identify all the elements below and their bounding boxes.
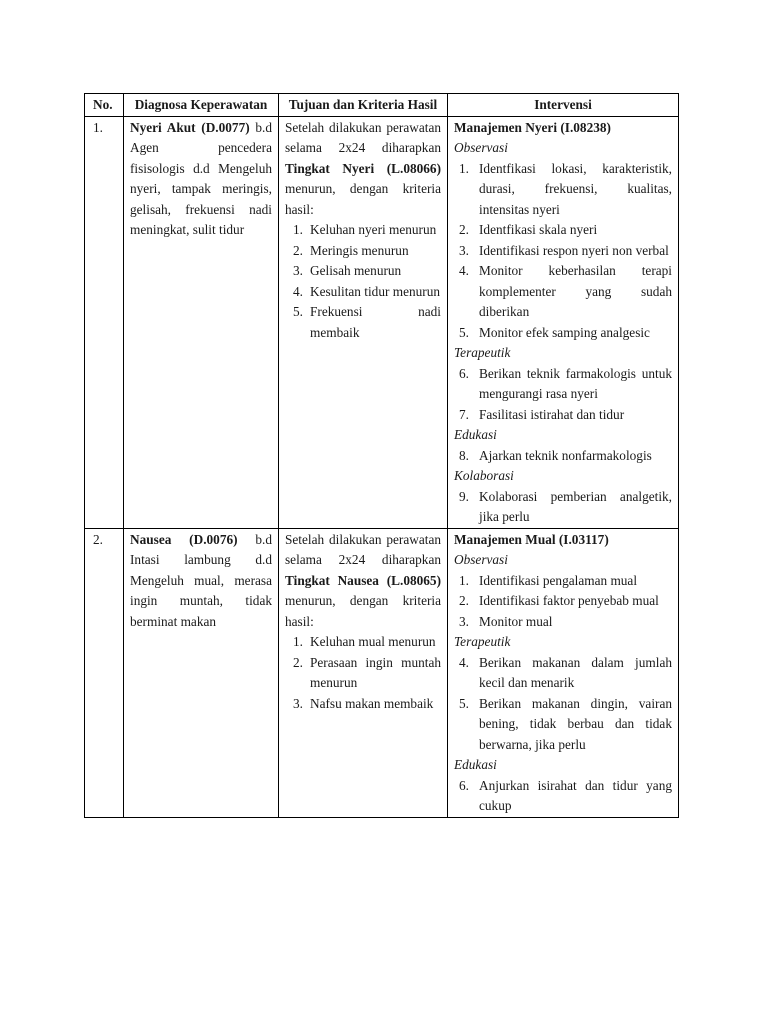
intervention-section-label: Observasi [454, 552, 508, 567]
intervention-item [454, 591, 672, 612]
criteria-text: Nafsu makan membaik [310, 695, 434, 711]
intervention-item [454, 653, 672, 694]
goal-intro: Setelah dilakukan perawatan selama 2x24 diharapkan [285, 119, 441, 155]
intervention-item [454, 612, 672, 633]
nursing-care-table [84, 93, 679, 818]
diagnosis-text: b.d Agen pencedera fisisologis d.d Mengeluh nyeri, tampak meringis, gelisah, frekuensi nadi meningkat, sulit tidur [130, 119, 272, 237]
criteria-text: Frekuensi nadi membaik [310, 304, 441, 340]
criteria-number: 3. [293, 263, 303, 278]
criteria-number: 1. [293, 634, 303, 649]
goal-outcome: Tingkat Nyeri (L.08066) [285, 160, 441, 176]
row-number: 1. [85, 116, 124, 528]
criteria-item [285, 220, 441, 241]
intervention-number: 4. [459, 263, 469, 278]
intervention-text: Identifikasi pengalaman mual [479, 572, 638, 588]
header-row [85, 94, 679, 117]
criteria-list [285, 632, 441, 714]
intervention-title: Manajemen Mual (I.03117) [454, 531, 609, 547]
intervention-text: Identifikasi faktor penyebab mual [479, 593, 659, 608]
criteria-text: Keluhan nyeri menurun [310, 222, 437, 237]
intervention-number: 3. [459, 242, 469, 258]
intervention-number: 5. [459, 324, 469, 340]
intervention-text: Berikan makanan dingin, vairan bening, tidak berbau dan tidak berwarna, jika perlu [479, 695, 672, 752]
goal-statement [285, 530, 441, 633]
criteria-number: 2. [293, 242, 303, 258]
intervention-list [454, 653, 672, 756]
intervention-text: Monitor keberhasilan terapi komplementer yang sudah diberikan [479, 263, 672, 319]
intervention-item [454, 571, 672, 592]
intervention-number: 6. [459, 777, 469, 793]
intervention-item [454, 364, 672, 405]
intervention-section-label: Edukasi [454, 427, 497, 442]
goal-outcome: Tingkat Nausea (L.08065) [285, 572, 441, 588]
intervention-text: Anjurkan isirahat dan tidur yang cukup [479, 777, 672, 813]
intervention-item [454, 323, 672, 344]
criteria-number: 5. [293, 304, 303, 319]
intervention-list [454, 487, 672, 528]
intervention-item [454, 776, 672, 817]
goal-cell [279, 116, 448, 528]
intervention-list [454, 446, 672, 467]
intervention-number: 6. [459, 365, 469, 381]
intervention-text: Ajarkan teknik nonfarmakologis [479, 447, 652, 463]
table-row [85, 528, 679, 817]
intervention-item [454, 220, 672, 241]
intervention-text: Kolaborasi pemberian analgetik, jika perlu [479, 488, 672, 524]
criteria-text: Keluhan mual menurun [310, 634, 436, 649]
intervention-number: 4. [459, 654, 469, 670]
goal-statement [285, 118, 441, 221]
intervention-text: Identifikasi respon nyeri non verbal [479, 242, 669, 258]
intervention-text: Fasilitasi istirahat dan tidur [479, 406, 625, 422]
criteria-text: Perasaan ingin muntah menurun [310, 654, 441, 690]
intervention-number: 5. [459, 695, 469, 711]
row-number: 2. [85, 528, 124, 817]
intervention-text: Monitor mual [479, 613, 553, 629]
criteria-number: 4. [293, 283, 303, 299]
intervention-text: Identfikasi skala nyeri [479, 222, 598, 237]
goal-intro: Setelah dilakukan perawatan selama 2x24 diharapkan [285, 531, 441, 567]
intervention-section-label: Kolaborasi [454, 468, 514, 483]
criteria-item [285, 261, 441, 282]
criteria-item [285, 302, 441, 343]
criteria-text: Gelisah menurun [310, 263, 402, 278]
criteria-item [285, 282, 441, 303]
goal-after: menurun, dengan kriteria hasil: [285, 593, 441, 629]
criteria-number: 3. [293, 695, 303, 711]
intervention-item [454, 261, 672, 323]
intervention-number: 7. [459, 406, 469, 422]
intervention-section-label: Terapeutik [454, 345, 511, 360]
criteria-item [285, 632, 441, 653]
diagnosis-title: Nausea (D.0076) [130, 531, 238, 547]
header-diagnosa: Diagnosa Keperawatan [124, 94, 279, 117]
intervention-number: 3. [459, 613, 469, 629]
intervention-number: 2. [459, 593, 469, 608]
intervention-item [454, 241, 672, 262]
intervention-section-label: Edukasi [454, 757, 497, 772]
criteria-number: 1. [293, 222, 303, 237]
table-row [85, 116, 679, 528]
criteria-text: Meringis menurun [310, 242, 409, 258]
intervention-list [454, 571, 672, 633]
intervention-text: Monitor efek samping analgesic [479, 324, 650, 340]
intervention-list [454, 364, 672, 426]
intervention-section-label: Observasi [454, 140, 508, 155]
criteria-item [285, 653, 441, 694]
goal-cell [279, 528, 448, 817]
intervention-cell [448, 116, 679, 528]
diagnosis-cell [124, 116, 279, 528]
intervention-list [454, 159, 672, 344]
intervention-number: 8. [459, 447, 469, 463]
criteria-item [285, 241, 441, 262]
intervention-cell [448, 528, 679, 817]
diagnosis-title: Nyeri Akut (D.0077) [130, 119, 250, 135]
diagnosis-text: b.d Intasi lambung d.d Mengeluh mual, merasa ingin muntah, tidak berminat makan [130, 531, 272, 629]
intervention-number: 9. [459, 488, 469, 504]
intervention-item [454, 487, 672, 528]
intervention-item [454, 446, 672, 467]
header-tujuan: Tujuan dan Kriteria Hasil [279, 94, 448, 117]
intervention-item [454, 694, 672, 756]
intervention-title: Manajemen Nyeri (I.08238) [454, 119, 611, 135]
header-no: No. [85, 94, 124, 117]
criteria-number: 2. [293, 654, 303, 670]
intervention-number: 1. [459, 572, 469, 588]
intervention-text: Berikan teknik farmakologis untuk mengurangi rasa nyeri [479, 365, 672, 401]
intervention-section-label: Terapeutik [454, 634, 511, 649]
header-intervensi: Intervensi [448, 94, 679, 117]
criteria-item [285, 694, 441, 715]
diagnosis-cell [124, 528, 279, 817]
goal-after: menurun, dengan kriteria hasil: [285, 181, 441, 217]
intervention-number: 2. [459, 222, 469, 237]
intervention-number: 1. [459, 160, 469, 176]
criteria-text: Kesulitan tidur menurun [310, 283, 440, 299]
intervention-text: Identfikasi lokasi, karakteristik, durasi, frekuensi, kualitas, intensitas nyeri [479, 160, 672, 217]
intervention-list [454, 776, 672, 817]
intervention-text: Berikan makanan dalam jumlah kecil dan menarik [479, 654, 672, 690]
criteria-list [285, 220, 441, 343]
intervention-item [454, 159, 672, 221]
intervention-item [454, 405, 672, 426]
